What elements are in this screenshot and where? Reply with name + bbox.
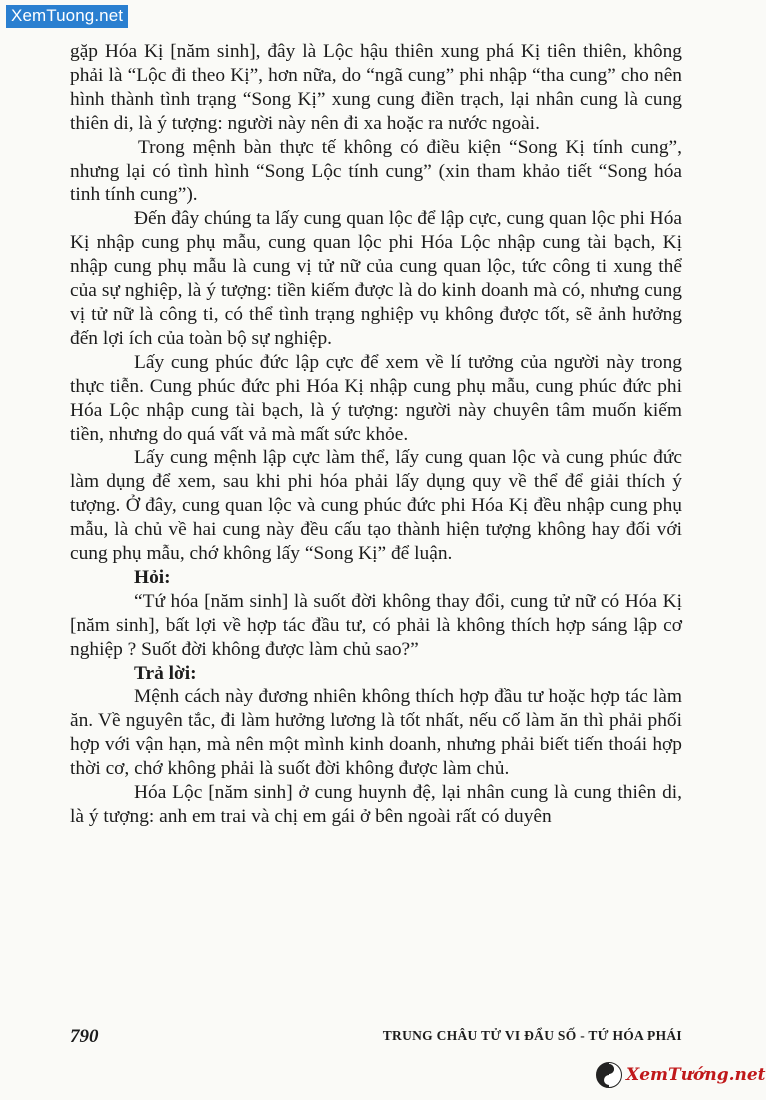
question-heading: Hỏi:	[134, 566, 171, 588]
logo-text: XemTướng.net	[626, 1065, 766, 1085]
question-text: “Tứ hóa [năm sinh] là suốt đời không thay đổi, cung tử nữ có Hóa Kị [năm sinh], bất lợi về hợp tác đầu tư, có phải là không thích hợp sáng lập cơ nghiệp ? Suốt đời không được làm chủ sao?”	[70, 590, 682, 660]
paragraph: Lấy cung phúc đức lập cực để xem về lí tưởng của người này trong thực tiễn. Cung phúc đức phi Hóa Kị nhập cung phụ mẫu, cung phúc đức phi Hóa Lộc nhập cung tài bạch, là ý tượng: người này chuyên tâm muốn kiếm tiền, nhưng do quá vất vả mà mất sức khỏe.	[70, 351, 682, 445]
paragraph: Trong mệnh bàn thực tế không có điều kiện “Song Kị tính cung”, nhưng lại có tình hình “Song Lộc tính cung” (xin tham khảo tiết “Song hóa tinh tính cung”).	[70, 136, 682, 206]
paragraph-continued: gặp Hóa Kị [năm sinh], đây là Lộc hậu thiên xung phá Kị tiên thiên, không phải là “Lộc đi theo Kị”, hơn nữa, do “ngã cung” phi nhập “tha cung” cho nên hình thành tình trạng “Song Kị” xung cung điền trạch, lại nhân cung là cung thiên di, là ý tượng: người này nên đi xa hoặc ra nước ngoài.	[70, 41, 682, 134]
answer-paragraph: Hóa Lộc [năm sinh] ở cung huynh đệ, lại nhân cung là cung thiên di, là ý tượng: anh em trai và chị em gái ở bên ngoài rất có duyên	[70, 782, 682, 827]
answer-heading: Trả lời:	[134, 662, 197, 684]
watermark-label: XemTuong.net	[6, 5, 128, 28]
running-title: TRUNG CHÂU TỬ VI ĐẨU SỐ - TỨ HÓA PHÁI	[382, 1028, 682, 1043]
paragraph: Lấy cung mệnh lập cực làm thể, lấy cung quan lộc và cung phúc đức làm dụng để xem, sau khi phi hóa phải lấy dụng quy về thể để giải thích ý tượng. Ở đây, cung quan lộc và cung phúc đức phi Hóa Kị đều nhập cung phụ mẫu, là chủ về hai cung này đều cấu tạo thành hiện tượng không hay đối với cung phụ mẫu, chớ không lấy “Song Kị” để luận.	[70, 447, 682, 565]
yin-yang-icon	[596, 1062, 622, 1088]
paragraph: Đến đây chúng ta lấy cung quan lộc để lập cực, cung quan lộc phi Hóa Kị nhập cung phụ mẫu, cung quan lộc phi Hóa Lộc nhập cung tài bạch, Kị nhập cung phụ mẫu là cung vị tử nữ của cung quan lộc, tức công ti xung thể của sự nghiệp, là ý tượng: tiền kiếm được là do kinh doanh mà có, nhưng cung vị tử nữ là công ti, có thể tình trạng nghiệp vụ không được tốt, sẽ ảnh hưởng đến lợi ích của toàn bộ sự nghiệp.	[70, 208, 682, 349]
page-body	[70, 40, 682, 829]
answer-paragraph: Mệnh cách này đương nhiên không thích hợp đầu tư hoặc hợp tác làm ăn. Về nguyên tắc, đi làm hưởng lương là tốt nhất, nếu cố làm ăn thì phải phối hợp với vận hạn, mà nên một mình kinh doanh, nhưng phải biết tiến thoái hợp thời cơ, chớ không phải là suốt đời không được làm chủ.	[70, 686, 682, 780]
page-number: 790	[70, 1026, 99, 1047]
site-logo	[596, 1057, 766, 1093]
page-footer	[70, 1026, 682, 1056]
